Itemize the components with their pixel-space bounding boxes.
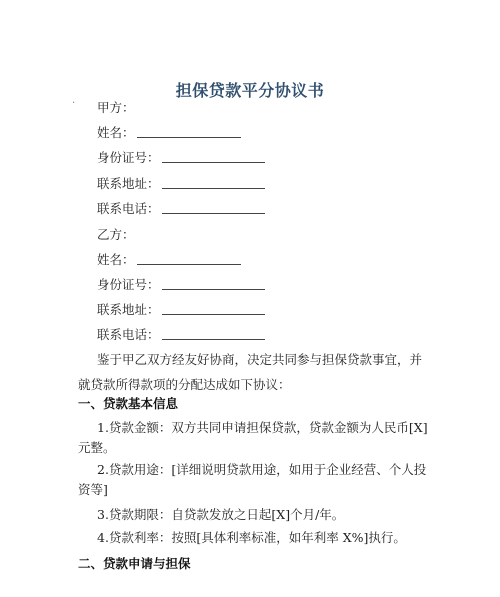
section-1-heading: 一、贷款基本信息: [78, 396, 179, 411]
party-b-name-blank[interactable]: [137, 252, 241, 265]
party-a-phone-blank[interactable]: [162, 201, 265, 214]
party-a-address-row: [97, 176, 265, 192]
party-a-name-blank[interactable]: [137, 125, 241, 138]
intro-paragraph: 鉴于甲乙双方经友好协商，决定共同参与担保贷款事宜，并就贷款所得款项的分配达成如下协议：: [78, 352, 423, 392]
party-b-name-label: 姓名：: [97, 252, 135, 267]
party-a-phone-row: [97, 201, 265, 217]
party-b-id-label: 身份证号：: [97, 277, 160, 292]
section-1-item-3: 3.贷款期限：自贷款发放之日起[X]个月/年。: [97, 507, 345, 522]
party-a-name-label: 姓名：: [97, 125, 135, 140]
paragraph-marker: ·: [72, 98, 76, 109]
document-title: 担保贷款平分协议书: [175, 81, 325, 100]
party-b-id-row: [97, 277, 265, 293]
party-a-id-label: 身份证号：: [97, 150, 160, 165]
party-a-label: 甲方：: [97, 100, 135, 115]
party-a-name-row: [97, 125, 241, 141]
party-a-address-blank[interactable]: [162, 176, 265, 189]
section-1-item-1: 1.贷款金额：双方共同申请担保贷款，贷款金额为人民币[X]元整。: [78, 420, 428, 455]
section-1-item-4: 4.贷款利率：按照[具体利率标准，如年利率 X%]执行。: [97, 530, 406, 545]
party-b-phone-label: 联系电话：: [97, 327, 160, 342]
party-b-phone-row: [97, 327, 265, 343]
party-b-address-label: 联系地址：: [97, 302, 160, 317]
party-b-phone-blank[interactable]: [162, 327, 265, 340]
party-b-name-row: [97, 252, 241, 268]
party-b-id-blank[interactable]: [162, 277, 265, 290]
section-2-heading: 二、贷款申请与担保: [78, 556, 191, 571]
section-1-item-2: 2.贷款用途：[详细说明贷款用途，如用于企业经营、个人投资等]: [78, 462, 427, 497]
party-a-id-row: [97, 150, 265, 166]
party-b-address-row: [97, 302, 265, 318]
party-a-id-blank[interactable]: [162, 150, 265, 163]
party-a-address-label: 联系地址：: [97, 176, 160, 191]
party-b-address-blank[interactable]: [162, 302, 265, 315]
party-a-phone-label: 联系电话：: [97, 201, 160, 216]
party-b-label: 乙方：: [97, 227, 135, 242]
